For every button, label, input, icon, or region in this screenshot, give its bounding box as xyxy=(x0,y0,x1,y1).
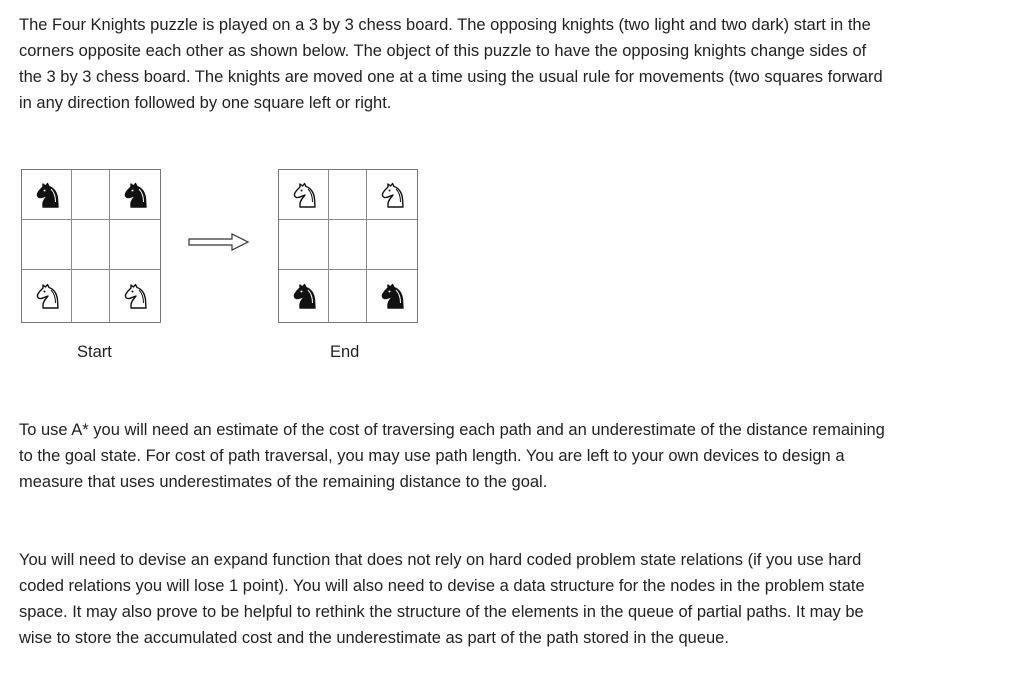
light-knight-icon xyxy=(289,180,319,210)
dark-knight-icon xyxy=(120,180,150,210)
light-knight-icon xyxy=(377,180,407,210)
board-square xyxy=(367,270,417,322)
expand-line: coded relations you will lose 1 point). You will also need to devise a data structure for the nodes in the problem state xyxy=(19,577,865,595)
intro-line: The Four Knights puzzle is played on a 3 by 3 chess board. The opposing knights (two light and two dark) start in the xyxy=(19,16,871,34)
board-square xyxy=(279,220,329,270)
intro-paragraph xyxy=(19,12,919,116)
astar-paragraph xyxy=(19,417,929,495)
board-square xyxy=(72,270,110,322)
board-square xyxy=(329,220,367,270)
astar-line: To use A* you will need an estimate of the cost of traversing each path and an underestimate of the distance remaining xyxy=(19,421,885,439)
end-caption: End xyxy=(330,343,360,361)
board-square xyxy=(367,220,417,270)
astar-line: to the goal state. For cost of path traversal, you may use path length. You are left to your own devices to design a xyxy=(19,447,845,465)
expand-paragraph xyxy=(19,547,914,651)
dark-knight-icon xyxy=(289,281,319,311)
intro-line: the 3 by 3 chess board. The knights are moved one at a time using the usual rule for movements (two squares forward xyxy=(19,68,883,86)
board-square xyxy=(367,170,417,220)
board-square xyxy=(72,170,110,220)
board-square xyxy=(279,270,329,322)
board-square xyxy=(329,270,367,322)
light-knight-icon xyxy=(32,281,62,311)
start-board xyxy=(21,169,161,323)
start-caption: Start xyxy=(77,343,112,361)
astar-line: measure that uses underestimates of the remaining distance to the goal. xyxy=(19,473,548,491)
light-knight-icon xyxy=(120,281,150,311)
expand-line: You will need to devise an expand function that does not rely on hard coded problem state relations (if you use hard xyxy=(19,551,862,569)
board-square xyxy=(110,170,160,220)
board-square xyxy=(72,220,110,270)
board-square xyxy=(279,170,329,220)
board-square xyxy=(329,170,367,220)
board-square xyxy=(22,220,72,270)
intro-line: in any direction followed by one square left or right. xyxy=(19,94,392,112)
intro-line: corners opposite each other as shown below. The object of this puzzle to have the opposing knights change sides of xyxy=(19,42,867,60)
right-arrow-icon xyxy=(188,232,250,252)
expand-line: wise to store the accumulated cost and the underestimate as part of the path stored in the queue. xyxy=(19,629,729,647)
board-square xyxy=(110,220,160,270)
expand-line: space. It may also prove to be helpful to rethink the structure of the elements in the queue of partial paths. It may be xyxy=(19,603,864,621)
end-board xyxy=(278,169,418,323)
board-square xyxy=(110,270,160,322)
dark-knight-icon xyxy=(32,180,62,210)
board-square xyxy=(22,270,72,322)
board-square xyxy=(22,170,72,220)
dark-knight-icon xyxy=(377,281,407,311)
